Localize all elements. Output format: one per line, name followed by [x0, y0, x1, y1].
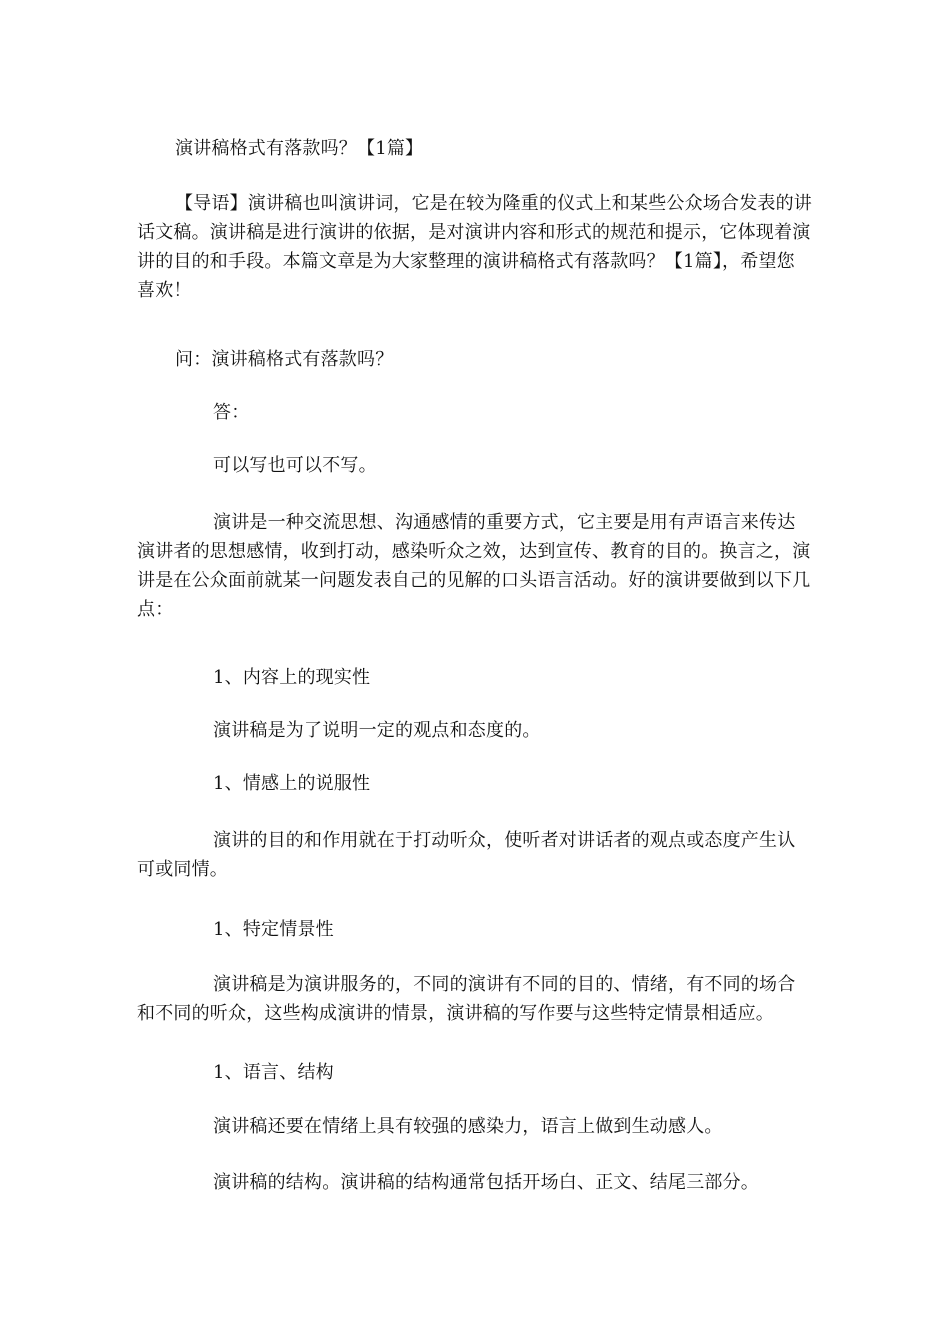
answer-label: 答：: [213, 402, 250, 423]
answer-text: 可以写也可以不写。: [213, 455, 377, 476]
section-paragraph-reality: 演讲稿是为了说明一定的观点和态度的。: [213, 720, 541, 741]
section-paragraph-persuasion: 演讲的目的和作用就在于打动听众，使听者对讲话者的观点或态度产生认可或同情。: [137, 830, 796, 880]
section-heading-persuasion: 1、情感上的说服性: [213, 773, 371, 794]
intro-paragraph: 【导语】演讲稿也叫演讲词，它是在较为隆重的仪式上和某些公众场合发表的讲话文稿。演讲稿是进行演讲的依据，是对演讲内容和形式的规范和提示，它体现着演讲的目的和手段。本篇文章是为大家整理的演讲稿格式有落款吗？【1篇】，希望您喜欢！: [137, 193, 812, 301]
speech-definition-paragraph: 演讲是一种交流思想、沟通感情的重要方式，它主要是用有声语言来传达演讲者的思想感情，收到打动，感染听众之效，达到宣传、教育的目的。换言之，演讲是在公众面前就某一问题发表自己的见解的口头语言活动。好的演讲要做到以下几点：: [137, 512, 811, 620]
question-line: 问：演讲稿格式有落款吗？: [175, 349, 394, 370]
document-title: 演讲稿格式有落款吗？【1篇】: [175, 138, 424, 159]
section-heading-reality: 1、内容上的现实性: [213, 667, 371, 688]
section-heading-language-structure: 1、语言、结构: [213, 1062, 334, 1083]
section-heading-situation: 1、特定情景性: [213, 919, 334, 940]
section-paragraph-structure: 演讲稿的结构。演讲稿的结构通常包括开场白、正文、结尾三部分。: [213, 1172, 759, 1193]
section-paragraph-situation: 演讲稿是为演讲服务的，不同的演讲有不同的目的、情绪，有不同的场合和不同的听众，这些构成演讲的情景，演讲稿的写作要与这些特定情景相适应。: [137, 974, 796, 1024]
section-paragraph-language: 演讲稿还要在情绪上具有较强的感染力，语言上做到生动感人。: [213, 1116, 723, 1137]
